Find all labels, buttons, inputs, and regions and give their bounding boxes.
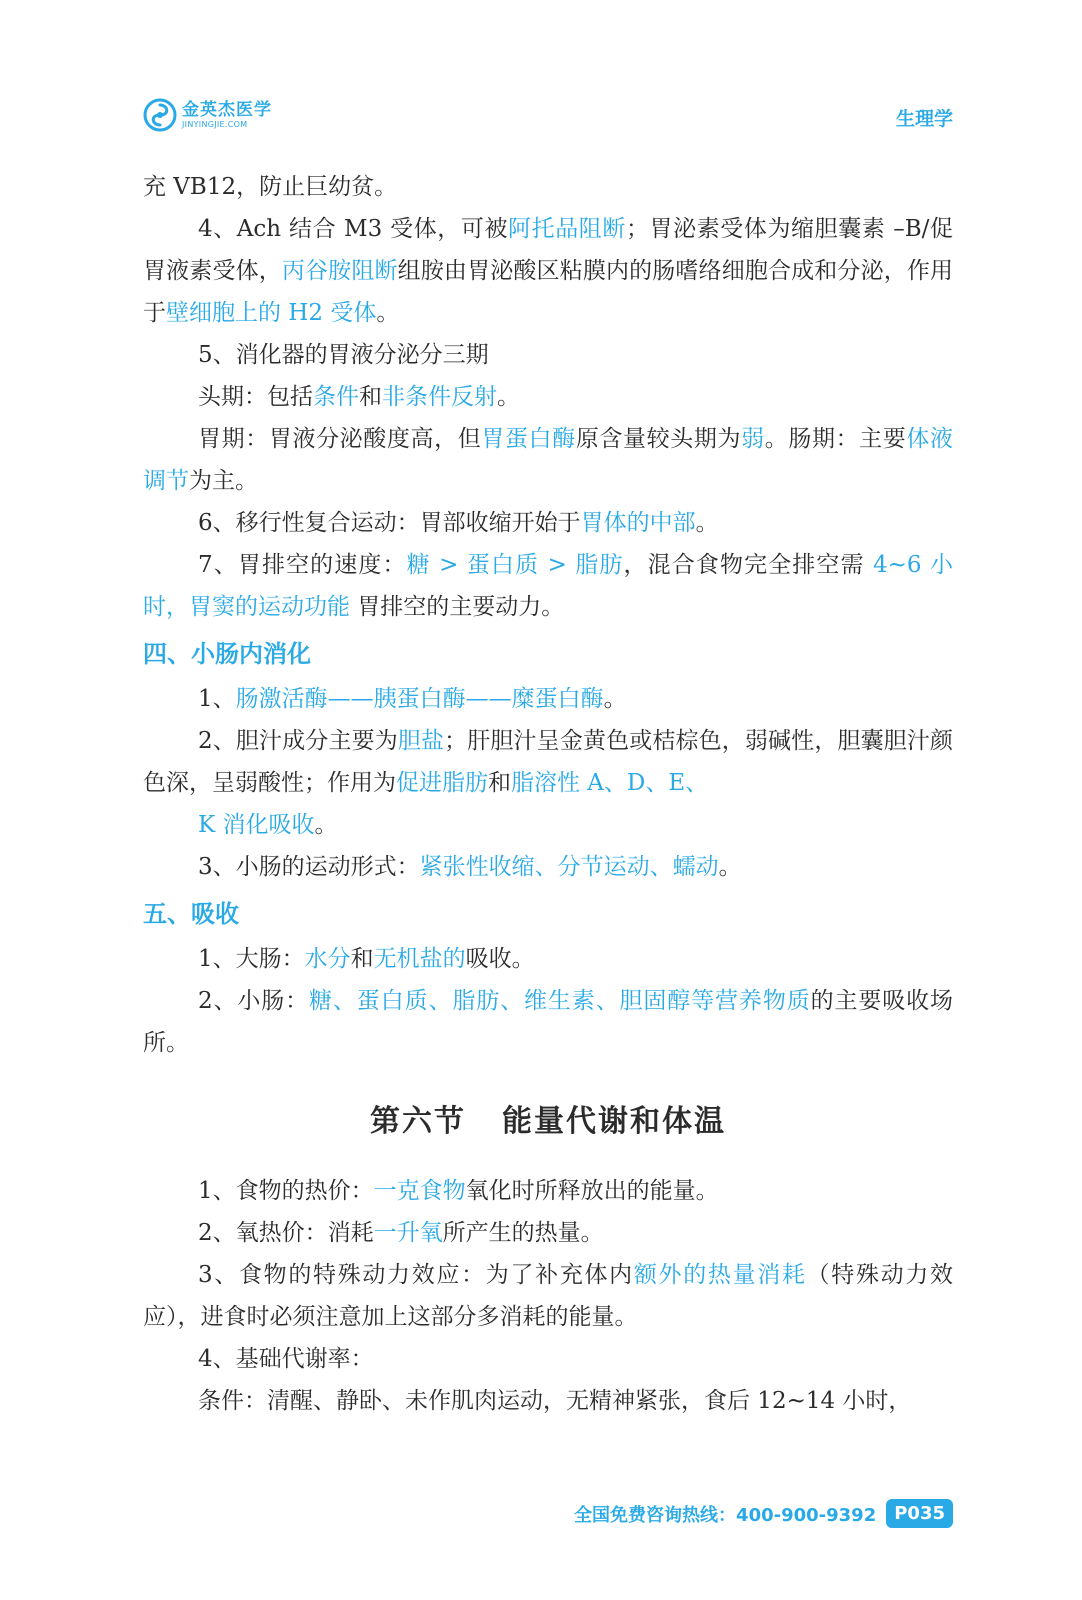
paragraph: 胃期：胃液分泌酸度高，但胃蛋白酶原含量较头期为弱。肠期：主要体液调节为主。: [143, 426, 954, 494]
chapter-title: 第六节 能量代谢和体温: [370, 1104, 726, 1139]
paragraph: 2、小肠：糖、蛋白质、脂肪、维生素、胆固醇等营养物质的主要吸收场所。: [143, 988, 954, 1056]
paragraph: 充 VB12，防止巨幼贫。: [143, 174, 398, 200]
logo-website: JINYINGJIE.COM: [182, 120, 248, 129]
section-heading: 五、吸收: [143, 900, 239, 928]
paragraph: 4、Ach 结合 M3 受体，可被阿托品阻断；胃泌素受体为缩胆囊素 –B/促胃液素受体，丙谷胺阻断组胺由胃泌酸区粘膜内的肠嗜络细胞合成和分泌，作用于壁细胞上的 H2 受体。: [143, 216, 954, 326]
paragraph: 3、食物的特殊动力效应：为了补充体内额外的热量消耗（特殊动力效应），进食时必须注意加上这部分多消耗的能量。: [143, 1262, 954, 1330]
page-number: P035: [886, 1499, 953, 1528]
paragraph: 2、氧热价：消耗一升氧所产生的热量。: [198, 1220, 604, 1246]
paragraph: 6、移行性复合运动：胃部收缩开始于胃体的中部。: [198, 510, 719, 536]
paragraph: 条件：清醒、静卧、未作肌肉运动，无精神紧张，食后 12~14 小时，: [198, 1388, 912, 1414]
paragraph: 1、食物的热价：一克食物氧化时所释放出的能量。: [198, 1178, 719, 1204]
paragraph: 头期：包括条件和非条件反射。: [198, 384, 520, 410]
hotline-text: 全国免费咨询热线：400-900-9392: [574, 1504, 877, 1526]
paragraph: 2、胆汁成分主要为胆盐；肝胆汁呈金黄色或桔棕色，弱碱性，胆囊胆汁颜色深，呈弱酸性；作用为促进脂肪和脂溶性 A、D、E、: [143, 728, 954, 796]
paragraph: 1、肠激活酶——胰蛋白酶——糜蛋白酶。: [198, 686, 627, 712]
paragraph: 1、大肠：水分和无机盐的吸收。: [198, 946, 535, 972]
section-heading: 四、小肠内消化: [143, 640, 311, 668]
subject-title: 生理学: [895, 108, 953, 130]
page-footer: [574, 1499, 953, 1528]
paragraph: 4、基础代谢率：: [198, 1346, 374, 1372]
logo-swirl-icon: [143, 98, 177, 132]
paragraph: K 消化吸收。: [198, 812, 338, 838]
page-body: [143, 166, 953, 1422]
paragraph: 3、小肠的运动形式：紧张性收缩、分节运动、蠕动。: [198, 854, 742, 880]
logo-chinese-name: 金英杰医学: [182, 100, 272, 120]
paragraph: 5、消化器的胃液分泌分三期: [198, 342, 489, 368]
brand-logo: [143, 98, 272, 132]
page-header: [143, 98, 953, 138]
paragraph: 7、胃排空的速度：糖 > 蛋白质 > 脂肪，混合食物完全排空需 4~6 小时，胃窦的运动功能 胃排空的主要动力。: [143, 552, 953, 620]
